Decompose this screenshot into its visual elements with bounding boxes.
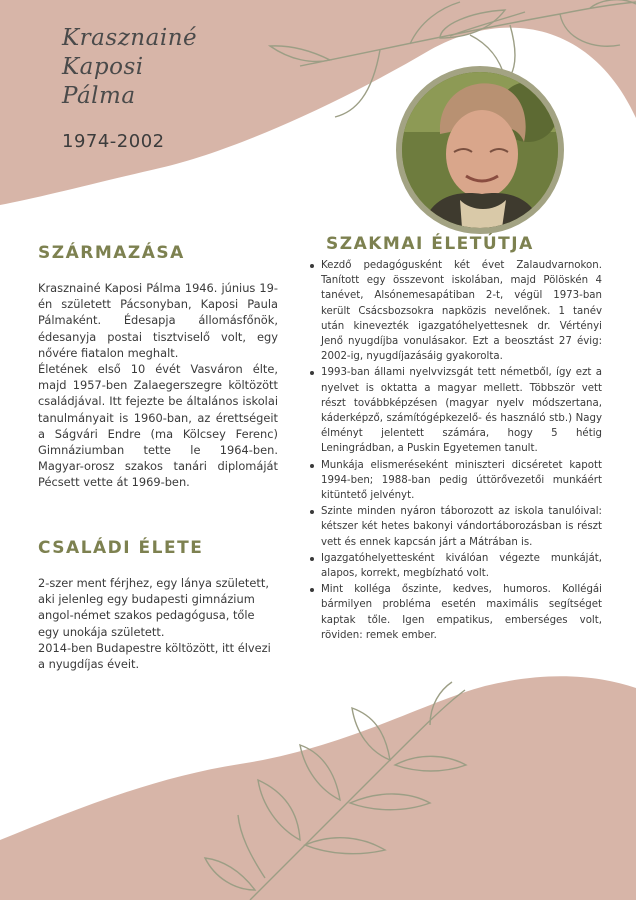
career-item: Szinte minden nyáron táborozott az iskola tanulóival: kétszer két hetes bakonyi vándortáborozásban is részt vett és ennek kapcsán járt a Mátrában is.: [306, 504, 602, 550]
career-item: Igazgatóhelyettesként kiválóan végezte munkáját, alapos, korrekt, megbízható volt.: [306, 551, 602, 581]
name-line-3: Pálma: [62, 83, 136, 109]
family-heading: CSALÁDI ÉLETE: [38, 538, 204, 558]
bottom-blush-shape: [0, 676, 636, 900]
service-years: 1974-2002: [62, 131, 165, 152]
origin-heading: SZÁRMAZÁSA: [38, 243, 185, 263]
portrait-photo: [396, 66, 564, 234]
name-line-1: Krasznainé: [62, 25, 198, 51]
career-item: Kezdő pedagógusként két évet Zalaudvarnokon. Tanított egy összevont iskolában, majd Pölöskén 4 tanévet, Alsónemesapátiban 2-t, végül 1973-ban került Csácsbozsokra napközis nevelőnek. 1 tanév után kinevezték igazgatóhelyettesnek dr. Vértényi Jenő nyugdíjba vonulásakor. Ezt a beosztást 27 évig: 2002-ig, nyugdíjazásáig gyakorolta.: [306, 258, 602, 364]
origin-text: [38, 280, 278, 491]
family-text: [38, 575, 278, 672]
origin-paragraph-2: Életének első 10 évét Vasváron élte, majd 1957-ben Zalaegerszegre költözött családjával. Itt fejezte be általános iskolai tanulmányait is 1960-ban, az érettségeit a Ságvári Endre (ma Kölcsey Ferenc) Gimnáziumban tette le 1964-ben. Magyar-orosz szakos tanári diplomáját Pécsett vette át 1969-ben.: [38, 362, 278, 490]
family-paragraph-2: 2014-ben Budapestre költözött, itt élvezi a nyugdíjas éveit.: [38, 640, 271, 672]
person-name: [62, 24, 197, 111]
career-item: 1993-ban állami nyelvvizsgát tett németből, így ezt a nyelvet is oktatta a magyar mellett. Többször vett részt továbbképzésen (magyar nyelv módszertana, káderképző, számítógépkezelő- és használó stb.) Nagy élményt jelentett számára, hogy 5 hétig Leningrádban, a Puskin Egyetemen tanult.: [306, 365, 602, 456]
career-list: [306, 258, 602, 644]
name-line-2: Kaposi: [62, 54, 144, 80]
family-paragraph-1: 2-szer ment férjhez, egy lánya született, aki jelenleg egy budapesti gimnázium angol-német szakos pedagógusa, tőle egy unokája született.: [38, 576, 269, 639]
career-item: Mint kolléga őszinte, kedves, humoros. Kollégái bármilyen probléma esetén maximális segítséget kaptak tőle. Igen empatikus, emberséges volt, röviden: remek ember.: [306, 582, 602, 643]
origin-paragraph-1: Krasznainé Kaposi Pálma 1946. június 19-én született Pácsonyban, Kaposi Paula Pálmaként. Édesapja állomásfőnök, édesanyja postai tisztviselő volt, egy nővére fiatalon meghalt.: [38, 281, 278, 360]
career-heading: SZAKMAI ÉLETÚTJA: [326, 234, 534, 254]
career-item: Munkája elismeréseként miniszteri dicséretet kapott 1994-ben; 1988-ban pedig úttörővezetői munkáért kitüntető jelvényt.: [306, 458, 602, 504]
